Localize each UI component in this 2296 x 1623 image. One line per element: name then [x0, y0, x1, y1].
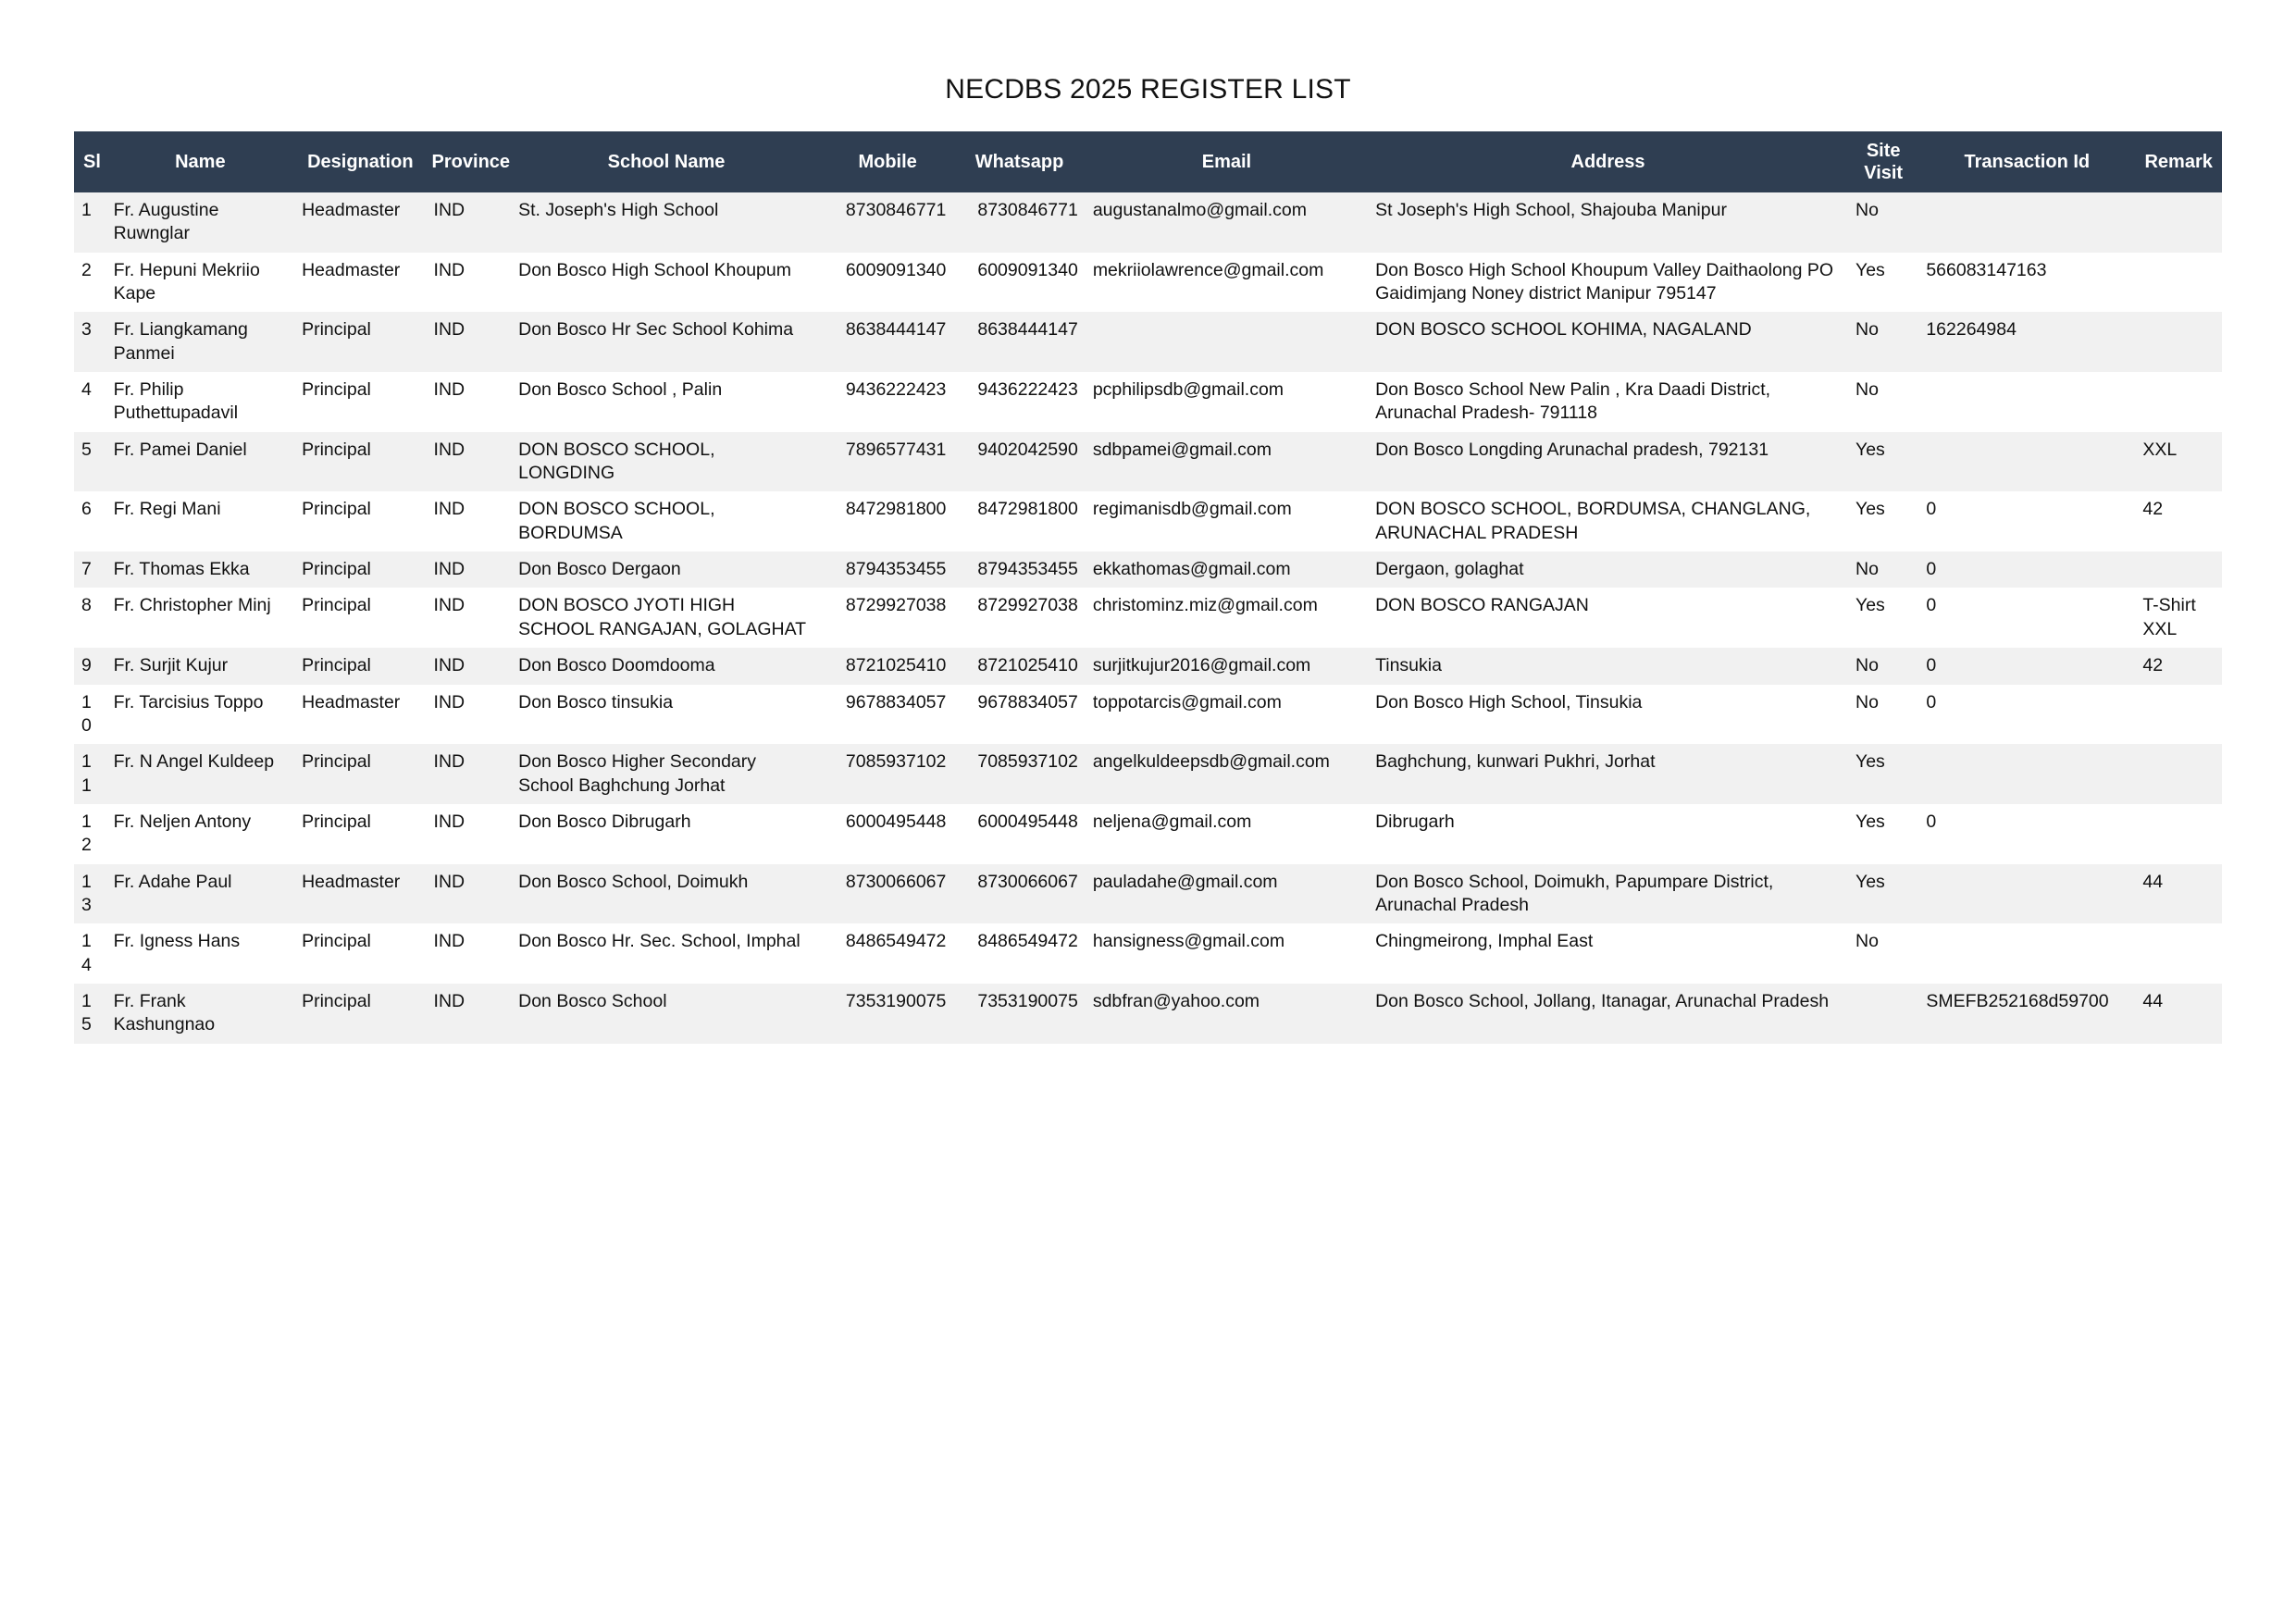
cell-school-name: Don Bosco School , Palin — [511, 372, 822, 432]
cell-sl: 11 — [74, 744, 106, 804]
cell-designation: Principal — [294, 984, 426, 1044]
cell-email: ekkathomas@gmail.com — [1086, 551, 1368, 588]
column-header-email: Email — [1086, 131, 1368, 192]
cell-email: pcphilipsdb@gmail.com — [1086, 372, 1368, 432]
cell-designation: Headmaster — [294, 864, 426, 924]
cell-site-visit: Yes — [1848, 432, 1918, 492]
cell-mobile: 8730846771 — [822, 192, 953, 253]
cell-school-name: DON BOSCO SCHOOL, BORDUMSA — [511, 491, 822, 551]
column-header-school-name: School Name — [511, 131, 822, 192]
cell-email: christominz.miz@gmail.com — [1086, 588, 1368, 648]
cell-whatsapp: 6000495448 — [953, 804, 1085, 864]
cell-school-name: Don Bosco School — [511, 984, 822, 1044]
column-header-name: Name — [106, 131, 295, 192]
cell-transaction-id — [1918, 744, 2135, 804]
cell-province: IND — [427, 864, 512, 924]
cell-sl: 1 — [74, 192, 106, 253]
cell-mobile: 7085937102 — [822, 744, 953, 804]
cell-province: IND — [427, 648, 512, 684]
cell-address: Don Bosco School, Jollang, Itanagar, Arunachal Pradesh — [1368, 984, 1848, 1044]
cell-school-name: Don Bosco Hr Sec School Kohima — [511, 312, 822, 372]
cell-sl: 6 — [74, 491, 106, 551]
table-row — [74, 804, 2222, 864]
cell-designation: Principal — [294, 312, 426, 372]
cell-designation: Principal — [294, 744, 426, 804]
cell-email: neljena@gmail.com — [1086, 804, 1368, 864]
table-row — [74, 685, 2222, 745]
page-title: NECDBS 2025 REGISTER LIST — [945, 74, 1351, 105]
table-body — [74, 192, 2222, 1044]
cell-transaction-id — [1918, 372, 2135, 432]
cell-address: Don Bosco High School Khoupum Valley Daithaolong PO Gaidimjang Noney district Manipur 795147 — [1368, 253, 1848, 313]
cell-sl: 3 — [74, 312, 106, 372]
cell-whatsapp: 9436222423 — [953, 372, 1085, 432]
cell-site-visit — [1848, 984, 1918, 1044]
table-row — [74, 372, 2222, 432]
cell-name: Fr. Hepuni Mekriio Kape — [106, 253, 295, 313]
cell-school-name: Don Bosco Higher Secondary School Baghchung Jorhat — [511, 744, 822, 804]
cell-name: Fr. Thomas Ekka — [106, 551, 295, 588]
column-header-sl: Sl — [74, 131, 106, 192]
cell-remark — [2135, 253, 2222, 313]
cell-name: Fr. N Angel Kuldeep — [106, 744, 295, 804]
cell-sl: 12 — [74, 804, 106, 864]
cell-address: DON BOSCO RANGAJAN — [1368, 588, 1848, 648]
cell-whatsapp: 8730846771 — [953, 192, 1085, 253]
cell-mobile: 9678834057 — [822, 685, 953, 745]
table-header — [74, 131, 2222, 192]
cell-name: Fr. Frank Kashungnao — [106, 984, 295, 1044]
cell-whatsapp: 8794353455 — [953, 551, 1085, 588]
cell-province: IND — [427, 804, 512, 864]
cell-name: Fr. Philip Puthettupadavil — [106, 372, 295, 432]
cell-mobile: 8729927038 — [822, 588, 953, 648]
cell-remark — [2135, 551, 2222, 588]
cell-school-name: Don Bosco School, Doimukh — [511, 864, 822, 924]
cell-sl: 15 — [74, 984, 106, 1044]
cell-whatsapp: 8472981800 — [953, 491, 1085, 551]
cell-province: IND — [427, 432, 512, 492]
cell-whatsapp: 8721025410 — [953, 648, 1085, 684]
cell-site-visit: No — [1848, 551, 1918, 588]
cell-remark — [2135, 923, 2222, 984]
column-header-designation: Designation — [294, 131, 426, 192]
cell-address: Chingmeirong, Imphal East — [1368, 923, 1848, 984]
column-header-province: Province — [427, 131, 512, 192]
cell-province: IND — [427, 588, 512, 648]
cell-transaction-id: 0 — [1918, 588, 2135, 648]
cell-site-visit: Yes — [1848, 253, 1918, 313]
cell-transaction-id — [1918, 432, 2135, 492]
cell-site-visit: No — [1848, 372, 1918, 432]
cell-address: Don Bosco High School, Tinsukia — [1368, 685, 1848, 745]
cell-name: Fr. Surjit Kujur — [106, 648, 295, 684]
cell-whatsapp: 8729927038 — [953, 588, 1085, 648]
cell-province: IND — [427, 551, 512, 588]
cell-designation: Principal — [294, 923, 426, 984]
cell-transaction-id: 0 — [1918, 804, 2135, 864]
cell-site-visit: No — [1848, 312, 1918, 372]
cell-email: sdbfran@yahoo.com — [1086, 984, 1368, 1044]
table-row — [74, 588, 2222, 648]
cell-whatsapp: 8638444147 — [953, 312, 1085, 372]
cell-address: Baghchung, kunwari Pukhri, Jorhat — [1368, 744, 1848, 804]
cell-name: Fr. Neljen Antony — [106, 804, 295, 864]
cell-whatsapp: 8730066067 — [953, 864, 1085, 924]
cell-mobile: 7896577431 — [822, 432, 953, 492]
cell-address: Dergaon, golaghat — [1368, 551, 1848, 588]
cell-remark — [2135, 804, 2222, 864]
cell-mobile: 6000495448 — [822, 804, 953, 864]
cell-province: IND — [427, 491, 512, 551]
cell-designation: Headmaster — [294, 253, 426, 313]
cell-remark: 44 — [2135, 984, 2222, 1044]
column-header-address: Address — [1368, 131, 1848, 192]
cell-sl: 13 — [74, 864, 106, 924]
cell-remark — [2135, 192, 2222, 253]
cell-remark — [2135, 312, 2222, 372]
cell-transaction-id: 0 — [1918, 648, 2135, 684]
cell-school-name: St. Joseph's High School — [511, 192, 822, 253]
table-row — [74, 923, 2222, 984]
cell-address: Don Bosco School New Palin , Kra Daadi District, Arunachal Pradesh- 791118 — [1368, 372, 1848, 432]
cell-sl: 4 — [74, 372, 106, 432]
cell-designation: Principal — [294, 432, 426, 492]
cell-address: Tinsukia — [1368, 648, 1848, 684]
cell-province: IND — [427, 923, 512, 984]
cell-remark: T-Shirt XXL — [2135, 588, 2222, 648]
cell-mobile: 7353190075 — [822, 984, 953, 1044]
column-header-whatsapp: Whatsapp — [953, 131, 1085, 192]
cell-whatsapp: 7353190075 — [953, 984, 1085, 1044]
cell-mobile: 9436222423 — [822, 372, 953, 432]
cell-mobile: 6009091340 — [822, 253, 953, 313]
cell-remark — [2135, 685, 2222, 745]
cell-remark: 42 — [2135, 491, 2222, 551]
cell-site-visit: No — [1848, 192, 1918, 253]
cell-transaction-id — [1918, 923, 2135, 984]
cell-school-name: Don Bosco tinsukia — [511, 685, 822, 745]
cell-address: DON BOSCO SCHOOL KOHIMA, NAGALAND — [1368, 312, 1848, 372]
cell-mobile: 8794353455 — [822, 551, 953, 588]
table-row — [74, 744, 2222, 804]
cell-sl: 2 — [74, 253, 106, 313]
cell-address: Don Bosco Longding Arunachal pradesh, 792131 — [1368, 432, 1848, 492]
cell-name: Fr. Tarcisius Toppo — [106, 685, 295, 745]
cell-remark: 42 — [2135, 648, 2222, 684]
cell-email: augustanalmo@gmail.com — [1086, 192, 1368, 253]
cell-designation: Principal — [294, 372, 426, 432]
cell-school-name: DON BOSCO SCHOOL, LONGDING — [511, 432, 822, 492]
table-row — [74, 551, 2222, 588]
cell-address: DON BOSCO SCHOOL, BORDUMSA, CHANGLANG, ARUNACHAL PRADESH — [1368, 491, 1848, 551]
column-header-mobile: Mobile — [822, 131, 953, 192]
cell-email: angelkuldeepsdb@gmail.com — [1086, 744, 1368, 804]
cell-transaction-id: 566083147163 — [1918, 253, 2135, 313]
cell-email — [1086, 312, 1368, 372]
cell-email: toppotarcis@gmail.com — [1086, 685, 1368, 745]
cell-designation: Principal — [294, 648, 426, 684]
cell-transaction-id — [1918, 864, 2135, 924]
cell-email: mekriiolawrence@gmail.com — [1086, 253, 1368, 313]
cell-address: Dibrugarh — [1368, 804, 1848, 864]
cell-site-visit: Yes — [1848, 804, 1918, 864]
cell-designation: Principal — [294, 588, 426, 648]
cell-remark: 44 — [2135, 864, 2222, 924]
cell-sl: 7 — [74, 551, 106, 588]
cell-mobile: 8721025410 — [822, 648, 953, 684]
cell-mobile: 8472981800 — [822, 491, 953, 551]
cell-designation: Principal — [294, 551, 426, 588]
cell-email: surjitkujur2016@gmail.com — [1086, 648, 1368, 684]
column-header-site-visit: Site Visit — [1848, 131, 1918, 192]
cell-province: IND — [427, 192, 512, 253]
cell-sl: 14 — [74, 923, 106, 984]
column-header-transaction-id: Transaction Id — [1918, 131, 2135, 192]
table-row — [74, 312, 2222, 372]
cell-mobile: 8486549472 — [822, 923, 953, 984]
cell-sl: 5 — [74, 432, 106, 492]
table-row — [74, 648, 2222, 684]
cell-whatsapp: 7085937102 — [953, 744, 1085, 804]
cell-address: Don Bosco School, Doimukh, Papumpare District, Arunachal Pradesh — [1368, 864, 1848, 924]
cell-school-name: Don Bosco Dibrugarh — [511, 804, 822, 864]
cell-province: IND — [427, 744, 512, 804]
table-row — [74, 984, 2222, 1044]
cell-province: IND — [427, 984, 512, 1044]
cell-school-name: Don Bosco Hr. Sec. School, Imphal — [511, 923, 822, 984]
cell-mobile: 8638444147 — [822, 312, 953, 372]
cell-mobile: 8730066067 — [822, 864, 953, 924]
cell-name: Fr. Regi Mani — [106, 491, 295, 551]
cell-whatsapp: 8486549472 — [953, 923, 1085, 984]
cell-name: Fr. Igness Hans — [106, 923, 295, 984]
cell-name: Fr. Christopher Minj — [106, 588, 295, 648]
cell-school-name: Don Bosco Dergaon — [511, 551, 822, 588]
cell-site-visit: No — [1848, 923, 1918, 984]
cell-transaction-id: 0 — [1918, 491, 2135, 551]
cell-email: regimanisdb@gmail.com — [1086, 491, 1368, 551]
cell-designation: Principal — [294, 804, 426, 864]
cell-transaction-id: 0 — [1918, 685, 2135, 745]
table-row — [74, 432, 2222, 492]
register-table-container — [74, 131, 2222, 1044]
cell-site-visit: Yes — [1848, 864, 1918, 924]
cell-whatsapp: 9402042590 — [953, 432, 1085, 492]
register-table — [74, 131, 2222, 1044]
cell-site-visit: No — [1848, 685, 1918, 745]
cell-school-name: DON BOSCO JYOTI HIGH SCHOOL RANGAJAN, GOLAGHAT — [511, 588, 822, 648]
cell-transaction-id — [1918, 192, 2135, 253]
cell-remark: XXL — [2135, 432, 2222, 492]
table-row — [74, 192, 2222, 253]
cell-site-visit: Yes — [1848, 744, 1918, 804]
cell-site-visit: No — [1848, 648, 1918, 684]
cell-school-name: Don Bosco Doomdooma — [511, 648, 822, 684]
cell-province: IND — [427, 312, 512, 372]
cell-transaction-id: 162264984 — [1918, 312, 2135, 372]
cell-remark — [2135, 372, 2222, 432]
column-header-remark: Remark — [2135, 131, 2222, 192]
cell-site-visit: Yes — [1848, 491, 1918, 551]
table-header-row — [74, 131, 2222, 192]
table-row — [74, 253, 2222, 313]
cell-email: hansigness@gmail.com — [1086, 923, 1368, 984]
cell-school-name: Don Bosco High School Khoupum — [511, 253, 822, 313]
cell-address: St Joseph's High School, Shajouba Manipur — [1368, 192, 1848, 253]
cell-name: Fr. Adahe Paul — [106, 864, 295, 924]
cell-email: pauladahe@gmail.com — [1086, 864, 1368, 924]
cell-name: Fr. Augustine Ruwnglar — [106, 192, 295, 253]
cell-transaction-id: 0 — [1918, 551, 2135, 588]
cell-sl: 9 — [74, 648, 106, 684]
table-row — [74, 491, 2222, 551]
cell-sl: 10 — [74, 685, 106, 745]
cell-whatsapp: 9678834057 — [953, 685, 1085, 745]
table-row — [74, 864, 2222, 924]
cell-name: Fr. Pamei Daniel — [106, 432, 295, 492]
cell-sl: 8 — [74, 588, 106, 648]
cell-province: IND — [427, 685, 512, 745]
cell-email: sdbpamei@gmail.com — [1086, 432, 1368, 492]
cell-name: Fr. Liangkamang Panmei — [106, 312, 295, 372]
cell-designation: Headmaster — [294, 192, 426, 253]
cell-province: IND — [427, 372, 512, 432]
cell-province: IND — [427, 253, 512, 313]
cell-site-visit: Yes — [1848, 588, 1918, 648]
cell-designation: Headmaster — [294, 685, 426, 745]
cell-remark — [2135, 744, 2222, 804]
cell-transaction-id: SMEFB252168d59700 — [1918, 984, 2135, 1044]
cell-whatsapp: 6009091340 — [953, 253, 1085, 313]
cell-designation: Principal — [294, 491, 426, 551]
